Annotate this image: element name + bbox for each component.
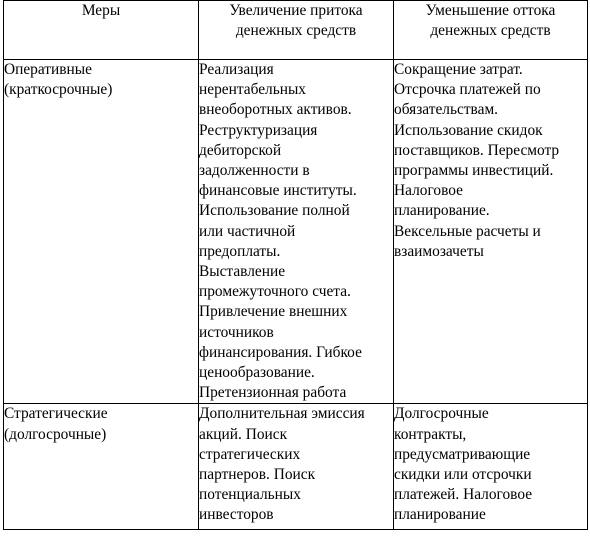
cell-line: программы инвестиций. <box>394 162 554 180</box>
cell-inflow-operative <box>199 60 394 404</box>
cell-measure-operative <box>4 60 199 404</box>
cell-line: поставщиков. Пересмотр <box>394 141 560 159</box>
header-outflow-decrease <box>394 1 588 60</box>
cell-line: партнеров. Поиск <box>199 466 316 484</box>
table-header-row <box>4 1 588 60</box>
cell-outflow-operative <box>394 60 588 404</box>
header-line: Увеличение притока <box>229 2 363 19</box>
cell-line: взаимозачеты <box>394 242 484 260</box>
cell-line: Реализация <box>199 61 274 78</box>
cell-line: (долгосрочные) <box>4 425 107 443</box>
cell-outflow-strategic <box>394 404 588 530</box>
cell-line: Привлечение внешних <box>199 303 348 321</box>
cell-line: предоплаты. <box>199 242 281 260</box>
cell-line: Дополнительная эмиссия <box>199 405 365 423</box>
cell-line: потенциальных <box>199 486 301 504</box>
cell-line: скидки или отсрочки <box>394 466 532 484</box>
cell-line: Использование скидок <box>394 121 543 139</box>
cell-line: инвесторов <box>199 506 274 524</box>
cell-line: промежуточного счета. <box>199 283 351 301</box>
table-row-operative <box>4 60 588 404</box>
cell-line: планирование. <box>394 202 490 220</box>
cell-line: Налоговое <box>394 182 463 200</box>
cell-line: ценообразование. <box>199 364 315 382</box>
cell-line: внеоборотных активов. <box>199 101 352 119</box>
cell-line: Оперативные <box>4 61 92 78</box>
cell-line: планирование <box>394 506 486 524</box>
cell-line: платежей. Налоговое <box>394 486 533 504</box>
cell-line: акций. Поиск <box>199 425 288 443</box>
cell-line: Сокращение затрат. <box>394 61 523 78</box>
header-inflow-increase <box>199 1 394 60</box>
cell-line: предусматривающие <box>394 445 531 463</box>
cell-measure-strategic <box>4 404 199 530</box>
cell-line: (краткосрочные) <box>4 81 113 99</box>
cell-line: задолженности в <box>199 162 310 180</box>
cell-line: финансирования. Гибкое <box>199 343 362 361</box>
header-line: денежных средств <box>235 22 357 40</box>
cell-line: Вексельные расчеты и <box>394 222 541 240</box>
cell-line: контракты, <box>394 425 467 443</box>
cell-line: обязательствам. <box>394 101 499 119</box>
cell-line: Претензионная работа <box>199 384 347 402</box>
header-line: денежных средств <box>430 22 551 40</box>
cell-line: Выставление <box>199 263 286 281</box>
header-line: Меры <box>81 2 121 19</box>
cell-line: стратегических <box>199 445 301 463</box>
cell-inflow-strategic <box>199 404 394 530</box>
cell-line: Отсрочка платежей по <box>394 81 541 99</box>
cell-line: Долгосрочные <box>394 405 489 423</box>
header-measures <box>4 1 199 60</box>
cell-line: или частичной <box>199 222 296 240</box>
measures-table <box>3 0 588 530</box>
cell-line: Стратегические <box>4 405 108 423</box>
cell-line: дебиторской <box>199 141 282 159</box>
table-row-strategic <box>4 404 588 530</box>
cell-line: финансовые институты. <box>199 182 357 200</box>
header-line: Уменьшение оттока <box>425 2 556 19</box>
cell-line: Реструктуризация <box>199 121 318 139</box>
cell-line: источников <box>199 323 274 341</box>
cell-line: Использование полной <box>199 202 350 220</box>
cell-line: нерентабельных <box>199 81 307 99</box>
